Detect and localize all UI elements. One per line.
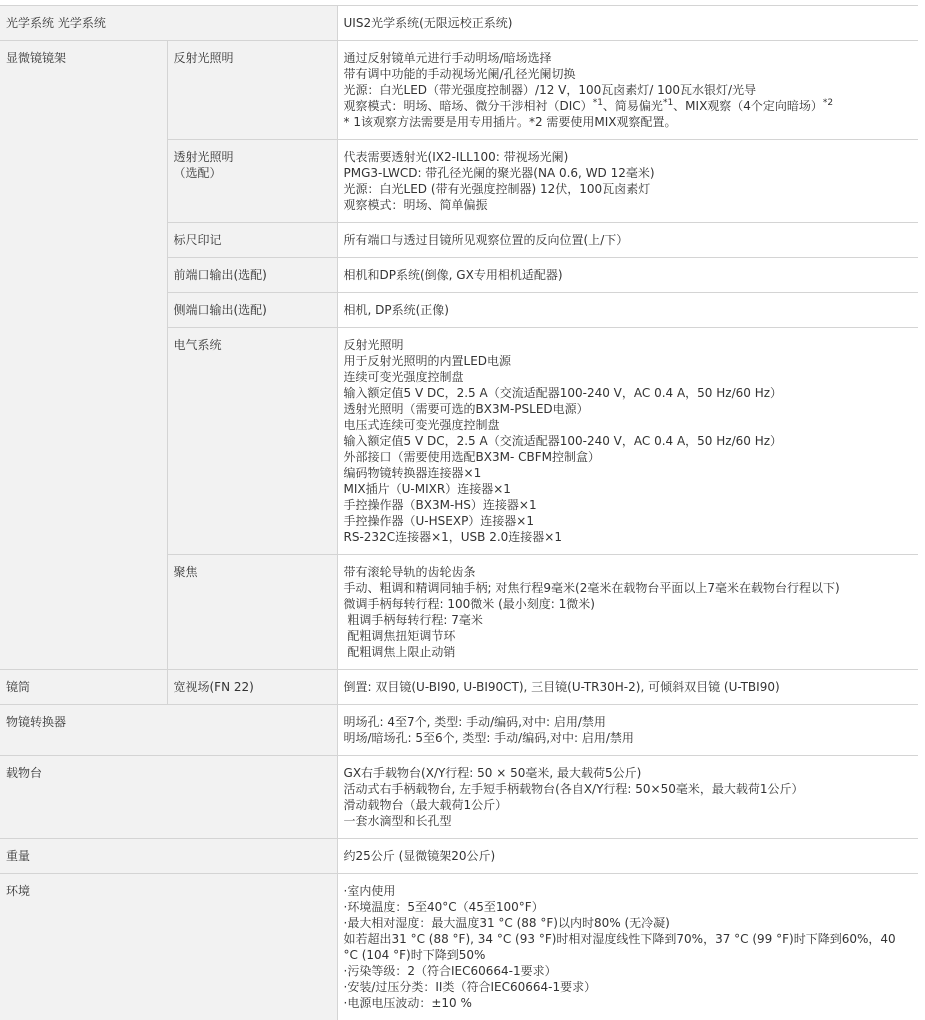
sub-label: 标尺印记	[167, 223, 337, 258]
row-nosepiece	[0, 705, 918, 756]
value-line: 反射光照明	[344, 337, 913, 353]
row-label: 物镜转换器	[0, 705, 337, 756]
row-label: 显微镜镜架	[0, 41, 167, 670]
row-label: 光学系统 光学系统	[0, 6, 337, 41]
value-line: ·最大相对湿度：最大温度31 °C (88 °F)以内时80% (无冷凝)	[344, 915, 913, 931]
sub-label: 电气系统	[167, 328, 337, 555]
value-line: 电压式连续可变光强度控制盘	[344, 417, 913, 433]
obs-text: 观察模式：明场、暗场、微分干涉相衬（DIC）	[344, 99, 593, 113]
sub-label: 反射光照明	[167, 41, 337, 140]
row-value	[337, 555, 918, 670]
row-value: 倒置: 双目镜(U-BI90, U-BI90CT), 三目镜(U-TR30H-2), 可倾斜双目镜 (U-TBI90)	[337, 670, 918, 705]
value-line: PMG3-LWCD: 带孔径光阑的聚光器(NA 0.6, WD 12毫米)	[344, 165, 913, 181]
value-line: 用于反射光照明的内置LED电源	[344, 353, 913, 369]
row-stage	[0, 756, 918, 839]
value-line: 编码物镜转换器连接器×1	[344, 465, 913, 481]
value-line: 带有调中功能的手动视场光阑/孔径光阑切换	[344, 66, 913, 82]
row-value: 相机和DP系统(倒像, GX专用相机适配器)	[337, 258, 918, 293]
value-line: 光源：白光LED（带光强度控制器）/12 V，100瓦卤素灯/ 100瓦水银灯/光导	[344, 82, 913, 98]
value-line: 活动式右手柄载物台, 左手短手柄载物台(各自X/Y行程: 50×50毫米，最大载荷1公斤）	[344, 781, 913, 797]
value-line: 滑动载物台（最大载荷1公斤）	[344, 797, 913, 813]
value-line: GX右手载物台(X/Y行程: 50 × 50毫米, 最大载荷5公斤)	[344, 765, 913, 781]
value-line: MIX插片（U-MIXR）连接器×1	[344, 481, 913, 497]
obs-text: 、简易偏光	[603, 99, 663, 113]
value-line: 配粗调焦上限止动销	[344, 644, 913, 660]
row-value: 相机, DP系统(正像)	[337, 293, 918, 328]
row-value	[337, 705, 918, 756]
value-line: 微调手柄每转行程: 100微米 (最小刻度: 1微米)	[344, 596, 913, 612]
value-line: ·安装/过压分类：II类（符合IEC60664-1要求）	[344, 979, 913, 995]
obs-text: 、MIX观察（4个定向暗场）	[673, 99, 823, 113]
value-line: 输入额定值5 V DC，2.5 A（交流适配器100-240 V，AC 0.4 A，50 Hz/60 Hz）	[344, 385, 913, 401]
sub-label: 侧端口输出(选配)	[167, 293, 337, 328]
sub-label: 前端口输出(选配)	[167, 258, 337, 293]
value-line: ·电源电压波动：±10 %	[344, 995, 913, 1011]
value-line: 透射光照明（需要可选的BX3M-PSLED电源）	[344, 401, 913, 417]
value-line: 手控操作器（BX3M-HS）连接器×1	[344, 497, 913, 513]
sub-label: 透射光照明 （选配）	[167, 140, 337, 223]
observation-modes-line	[344, 98, 913, 114]
value-line: 光源：白光LED (带有光强度控制器) 12伏，100瓦卤素灯	[344, 181, 913, 197]
value-line: 带有滚轮导轨的齿轮齿条	[344, 564, 913, 580]
footnote-marker: *2	[823, 98, 833, 108]
value-line: 明场孔: 4至7个, 类型: 手动/编码,对中: 启用/禁用	[344, 714, 913, 730]
row-label: 载物台	[0, 756, 337, 839]
row-label: 环境	[0, 874, 337, 1020]
row-reflected-illumination	[0, 41, 918, 140]
value-line: ·环境温度：5至40°C（45至100°F）	[344, 899, 913, 915]
row-value	[337, 874, 918, 1020]
row-label: 重量	[0, 839, 337, 874]
row-value	[337, 140, 918, 223]
value-line: ·污染等级：2（符合IEC60664-1要求）	[344, 963, 913, 979]
value-line: 观察模式：明场、简单偏振	[344, 197, 913, 213]
value-line: 手动、粗调和精调同轴手柄; 对焦行程9毫米(2毫米在载物台平面以上7毫米在载物台行程以下)	[344, 580, 913, 596]
row-value	[337, 328, 918, 555]
row-weight	[0, 839, 918, 874]
value-line: 连续可变光强度控制盘	[344, 369, 913, 385]
value-line: 配粗调焦扭矩调节环	[344, 628, 913, 644]
row-value: 所有端口与透过目镜所见观察位置的反向位置(上/下）	[337, 223, 918, 258]
row-value	[337, 41, 918, 140]
value-line: RS-232C连接器×1，USB 2.0连接器×1	[344, 529, 913, 545]
value-line: ·室内使用	[344, 883, 913, 899]
value-line: 代表需要透射光(IX2-ILL100: 带视场光阑)	[344, 149, 913, 165]
row-value	[337, 756, 918, 839]
value-line: 明场/暗场孔: 5至6个, 类型: 手动/编码,对中: 启用/禁用	[344, 730, 913, 746]
row-value: UIS2光学系统(无限远校正系统)	[337, 6, 918, 41]
sub-label: 聚焦	[167, 555, 337, 670]
spec-table	[0, 6, 918, 1020]
value-line: 一套水滴型和长孔型	[344, 813, 913, 829]
footnote-line: * 1该观察方法需要是用专用插片。*2 需要使用MIX观察配置。	[344, 114, 913, 130]
row-optical-system	[0, 6, 918, 41]
row-label: 镜筒	[0, 670, 167, 705]
row-value: 约25公斤 (显微镜架20公斤)	[337, 839, 918, 874]
sub-label: 宽视场(FN 22)	[167, 670, 337, 705]
footnote-marker: *1	[663, 98, 673, 108]
value-line: 如若超出31 °C (88 °F), 34 °C (93 °F)时相对湿度线性下降到70%，37 °C (99 °F)时下降到60%，40 °C (104 °F)时下降到50%	[344, 931, 913, 963]
value-line: 输入额定值5 V DC，2.5 A（交流适配器100-240 V，AC 0.4 A，50 Hz/60 Hz）	[344, 433, 913, 449]
row-tube	[0, 670, 918, 705]
value-line: 通过反射镜单元进行手动明场/暗场选择	[344, 50, 913, 66]
footnote-marker: *1	[593, 98, 603, 108]
value-line: 手控操作器（U-HSEXP）连接器×1	[344, 513, 913, 529]
value-line: 粗调手柄每转行程: 7毫米	[344, 612, 913, 628]
row-environment	[0, 874, 918, 1020]
value-line: 外部接口（需要使用选配BX3M- CBFM控制盒）	[344, 449, 913, 465]
